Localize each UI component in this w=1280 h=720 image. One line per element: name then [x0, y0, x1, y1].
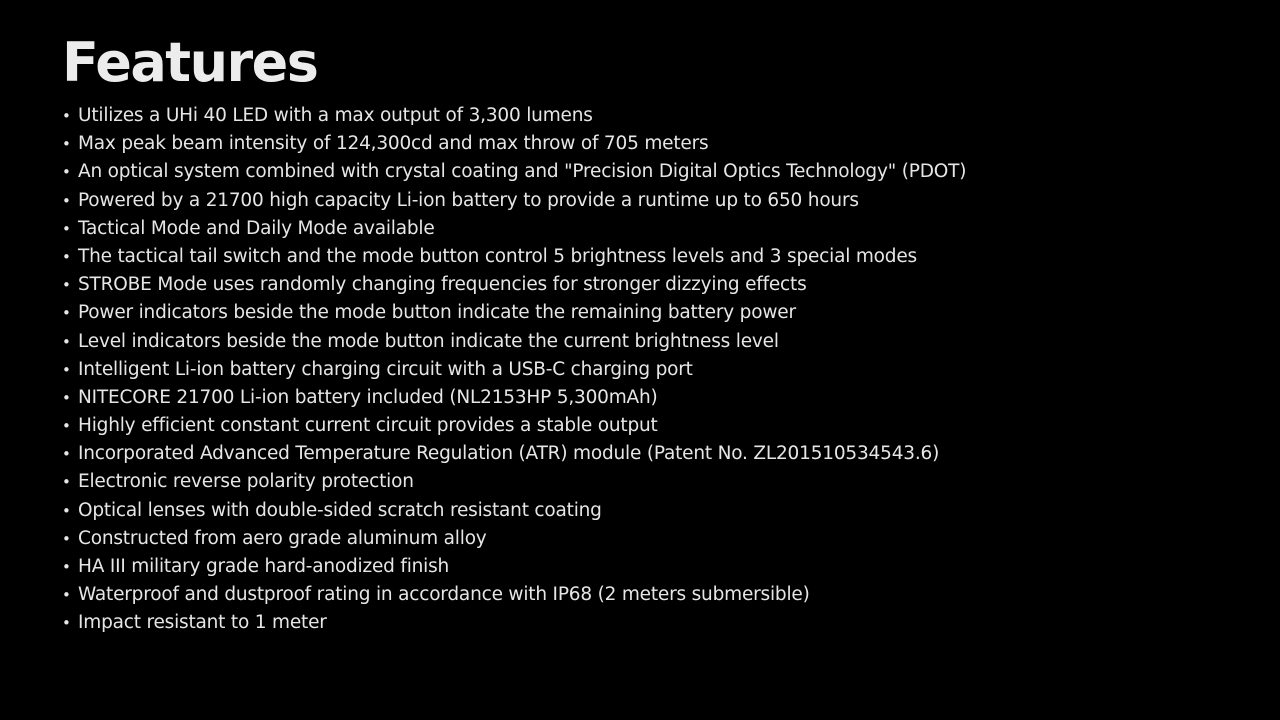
feature-text: Max peak beam intensity of 124,300cd and max throw of 705 meters: [78, 133, 709, 155]
feature-item: [62, 243, 1242, 271]
bullet-icon: •: [62, 417, 71, 436]
feature-item: [62, 581, 1242, 609]
bullet-icon: •: [62, 163, 71, 182]
features-list: [62, 102, 1242, 638]
feature-text: Power indicators beside the mode button indicate the remaining battery power: [78, 302, 796, 324]
feature-text: Incorporated Advanced Temperature Regulation (ATR) module (Patent No. ZL201510534543.6): [78, 443, 940, 465]
feature-item: [62, 130, 1242, 158]
feature-text: Highly efficient constant current circuit provides a stable output: [78, 415, 658, 437]
bullet-icon: •: [62, 276, 71, 295]
bullet-icon: •: [62, 558, 71, 576]
feature-text: Level indicators beside the mode button indicate the current brightness level: [78, 330, 779, 352]
bullet-icon: •: [62, 247, 71, 266]
feature-text: Optical lenses with double-sided scratch resistant coating: [78, 499, 602, 521]
feature-text: HA III military grade hard-anodized finish: [78, 556, 450, 577]
bullet-icon: •: [62, 529, 71, 548]
bullet-icon: •: [62, 388, 71, 407]
feature-item: [62, 299, 1242, 327]
feature-item: [62, 102, 1242, 130]
feature-text: Waterproof and dustproof rating in accordance with IP68 (2 meters submersible): [78, 584, 810, 606]
feature-item: [62, 356, 1242, 384]
feature-item: [62, 187, 1242, 215]
feature-item: [62, 215, 1242, 243]
feature-item: [62, 497, 1242, 525]
feature-item: [62, 440, 1242, 468]
bullet-icon: •: [62, 473, 71, 492]
bullet-icon: •: [62, 614, 71, 633]
feature-item: [62, 468, 1242, 496]
feature-text: Tactical Mode and Daily Mode available: [78, 217, 435, 239]
bullet-icon: •: [62, 191, 71, 210]
bullet-icon: •: [62, 304, 71, 323]
feature-text: The tactical tail switch and the mode button control 5 brightness levels and 3 special modes: [78, 245, 917, 267]
features-page: [62, 30, 1242, 638]
feature-text: Constructed from aero grade aluminum alloy: [78, 527, 487, 549]
feature-text: An optical system combined with crystal coating and "Precision Digital Optics Technology" (PDOT): [78, 161, 967, 183]
feature-text: Electronic reverse polarity protection: [78, 471, 414, 493]
bullet-icon: •: [62, 360, 71, 379]
feature-item: [62, 384, 1242, 412]
feature-text: Powered by a 21700 high capacity Li-ion battery to provide a runtime up to 650 hours: [78, 189, 859, 211]
feature-text: STROBE Mode uses randomly changing frequencies for stronger dizzying effects: [78, 274, 807, 296]
feature-text: Intelligent Li-ion battery charging circuit with a USB-C charging port: [78, 358, 693, 380]
feature-item: [62, 553, 1242, 581]
feature-text: Utilizes a UHi 40 LED with a max output of 3,300 lumens: [78, 105, 593, 126]
bullet-icon: •: [62, 586, 71, 605]
feature-item: [62, 525, 1242, 553]
feature-item: [62, 328, 1242, 356]
page-title: Features: [62, 31, 318, 94]
bullet-icon: •: [62, 332, 71, 351]
feature-item: [62, 158, 1242, 186]
bullet-icon: •: [62, 219, 71, 238]
bullet-icon: •: [62, 107, 71, 125]
feature-text: Impact resistant to 1 meter: [78, 612, 327, 634]
feature-item: [62, 609, 1242, 637]
feature-text: NITECORE 21700 Li-ion battery included (NL2153HP 5,300mAh): [78, 386, 658, 408]
bullet-icon: •: [62, 501, 71, 520]
bullet-icon: •: [62, 445, 71, 464]
feature-item: [62, 412, 1242, 440]
bullet-icon: •: [62, 135, 71, 154]
feature-item: [62, 271, 1242, 299]
